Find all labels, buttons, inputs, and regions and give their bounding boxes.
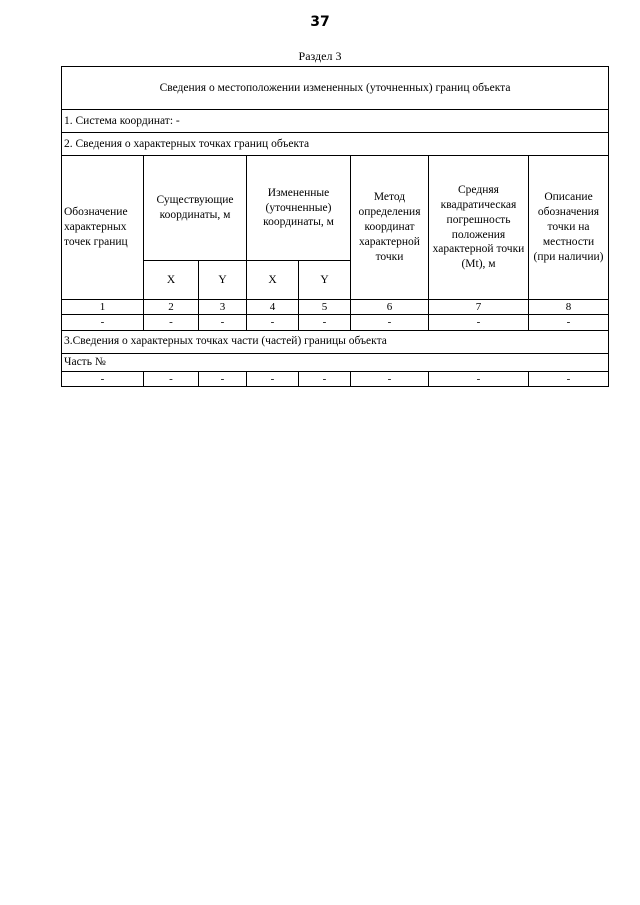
table-cell: - <box>351 371 429 386</box>
header-designation: Обозначение характерных точек границ <box>62 156 144 300</box>
column-number: 3 <box>199 300 247 315</box>
parts-heading: 3.Сведения о характерных точках части (частей) границы объекта <box>62 330 609 353</box>
table-cell: - <box>62 371 144 386</box>
column-number: 7 <box>429 300 529 315</box>
table-cell: - <box>199 371 247 386</box>
column-number: 2 <box>144 300 199 315</box>
column-number: 1 <box>62 300 144 315</box>
section-label: Раздел 3 <box>298 49 342 63</box>
header-mean-error: Средняя квадратическая погрешность положения характерной точки (Mt), м <box>429 156 529 300</box>
table-cell: - <box>351 315 429 330</box>
header-changed-coords: Измененные (уточненные) координаты, м <box>247 156 351 261</box>
header-existing-y: Y <box>199 261 247 300</box>
table-cell: - <box>144 371 199 386</box>
parts-data-row <box>62 371 609 386</box>
header-changed-x: X <box>247 261 299 300</box>
header-description: Описание обозначения точки на местности (при наличии) <box>529 156 609 300</box>
table-cell: - <box>199 315 247 330</box>
table-cell: - <box>299 315 351 330</box>
part-label: Часть № <box>62 353 609 371</box>
table-title: Сведения о местоположении измененных (уточненных) границ объекта <box>62 67 609 110</box>
boundary-table <box>61 66 609 387</box>
column-number: 6 <box>351 300 429 315</box>
header-method: Метод определения координат характерной точки <box>351 156 429 300</box>
table-cell: - <box>247 371 299 386</box>
points-data-row <box>62 315 609 330</box>
column-number: 8 <box>529 300 609 315</box>
table-cell: - <box>62 315 144 330</box>
table-cell: - <box>529 315 609 330</box>
table-cell: - <box>144 315 199 330</box>
header-changed-y: Y <box>299 261 351 300</box>
table-cell: - <box>299 371 351 386</box>
column-number-row <box>62 300 609 315</box>
table-cell: - <box>247 315 299 330</box>
header-existing-x: X <box>144 261 199 300</box>
table-cell: - <box>429 315 529 330</box>
points-heading: 2. Сведения о характерных точках границ объекта <box>62 133 609 156</box>
column-number: 5 <box>299 300 351 315</box>
coordinate-system: 1. Система координат: - <box>62 110 609 133</box>
table-cell: - <box>529 371 609 386</box>
page-number: 37 <box>310 14 330 30</box>
header-existing-coords: Существующие координаты, м <box>144 156 247 261</box>
column-number: 4 <box>247 300 299 315</box>
table-cell: - <box>429 371 529 386</box>
